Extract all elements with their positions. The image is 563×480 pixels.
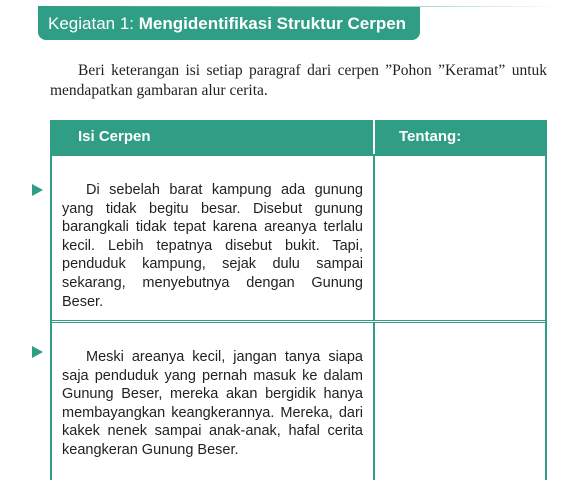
paragraph-text: Di sebelah barat kampung ada gunung yang tidak begitu besar. Disebut gunung barangkali tidak tepat karena areanya terlalu kecil. Lebih tepatnya disebut bukit. Tapi, penduduk kampung, sejak dulu sampai sekarang, menyebutnya dengan Gunung Beser. (62, 182, 363, 310)
triangle-marker-icon (32, 346, 43, 358)
about-answer-cell[interactable] (375, 156, 545, 320)
story-structure-table (50, 120, 547, 480)
activity-prefix: Kegiatan 1: (48, 14, 135, 33)
activity-header (38, 7, 420, 40)
activity-title: Mengidentifikasi Struktur Cerpen (138, 14, 407, 33)
paragraph-cell (52, 323, 375, 480)
instruction-text: Beri keterangan isi setiap paragraf dari cerpen ”Pohon ”Keramat” untuk mendapatkan gambaran alur cerita. (50, 62, 547, 99)
column-header-tentang: Tentang: (399, 128, 462, 145)
table-row (52, 154, 545, 320)
column-header-isi-cerpen: Isi Cerpen (52, 120, 375, 154)
paragraph-text: Meski areanya kecil, jangan tanya siapa saja penduduk yang pernah masuk ke dalam Gunung Beser, mereka akan bergidik hanya membayangkan keangkerannya. Mereka, dari kakek nenek sampai anak-anak, hafal cerita keangkeran Gunung Beser. (62, 349, 363, 458)
triangle-marker-icon (32, 184, 43, 196)
paragraph-cell (52, 156, 375, 320)
table-row (52, 320, 545, 480)
about-answer-cell[interactable] (375, 323, 545, 480)
table-header-row (52, 120, 545, 154)
